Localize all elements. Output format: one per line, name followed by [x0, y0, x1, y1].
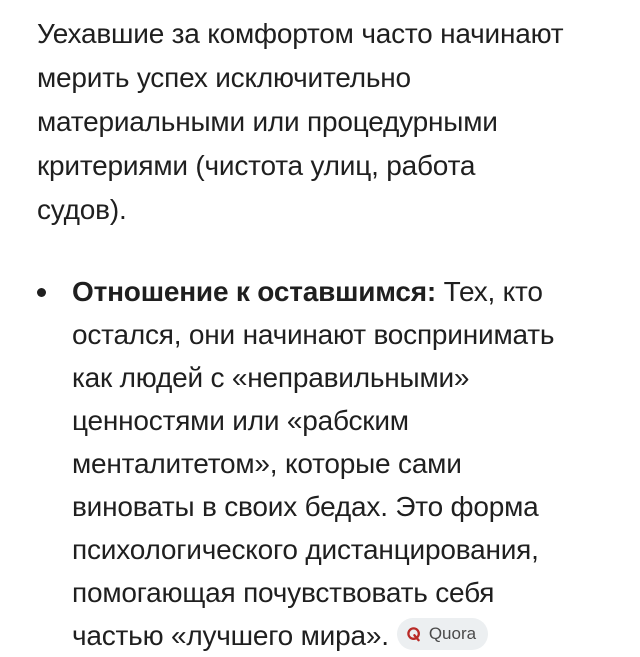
intro-paragraph: [37, 12, 607, 232]
bullet-line: Тех, кто: [443, 276, 543, 307]
source-chip-quora[interactable]: [397, 618, 488, 650]
intro-line: судов).: [37, 194, 127, 225]
bullet-list: [37, 270, 607, 657]
bullet-line: виноваты в своих бедах. Это форма: [72, 491, 539, 522]
bullet-dot: [37, 288, 46, 297]
bullet-heading: Отношение к оставшимся:: [72, 276, 437, 307]
intro-line: мерить успех исключительно: [37, 62, 411, 93]
bullet-line: психологического дистанцирования,: [72, 534, 539, 565]
intro-line: Уехавшие за комфортом часто начинают: [37, 18, 564, 49]
bullet-line: остался, они начинают воспринимать: [72, 319, 555, 350]
answer-content: [37, 12, 607, 651]
bullet-line: ценностями или «рабским: [72, 405, 409, 436]
intro-line: материальными или процедурными: [37, 106, 498, 137]
bullet-line: как людей с «неправильными»: [72, 362, 470, 393]
list-item: [37, 270, 607, 657]
bullet-line: менталитетом», которые сами: [72, 448, 462, 479]
intro-line: критериями (чистота улиц, работа: [37, 150, 476, 181]
bullet-line: частью «лучшего мира».: [72, 620, 389, 651]
bullet-line: помогающая почувствовать себя: [72, 577, 495, 608]
bullet-first-line: [72, 270, 607, 313]
quora-icon: [406, 626, 422, 642]
source-chip-label: Quora: [428, 624, 477, 643]
